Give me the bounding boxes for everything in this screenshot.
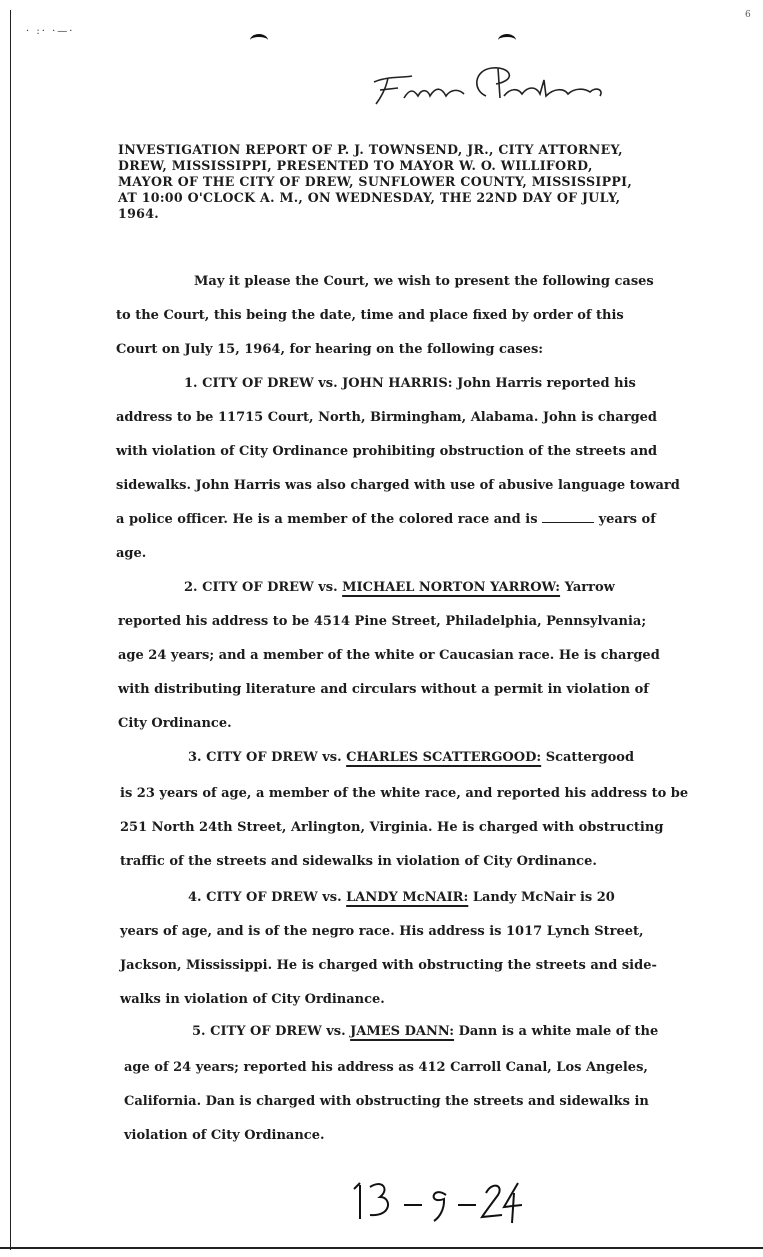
report-heading — [118, 142, 698, 222]
case-2-heading — [184, 580, 615, 595]
case-5-heading — [192, 1024, 658, 1039]
case-line: California. Dan is charged with obstructing the streets and sidewalks in — [124, 1094, 649, 1109]
case-line: with violation of City Ordinance prohibiting obstruction of the streets and — [116, 444, 658, 459]
heading-line: INVESTIGATION REPORT OF P. J. TOWNSEND, JR., CITY ATTORNEY, — [118, 142, 623, 157]
case-defendant: JAMES DANN: — [350, 1024, 455, 1039]
case-heading-text: John Harris reported his — [457, 376, 636, 391]
case-line: 251 North 24th Street, Arlington, Virginia. He is charged with obstructing — [120, 820, 664, 835]
case-line: sidewalks. John Harris was also charged with use of abusive language toward — [116, 478, 680, 493]
case-line: City Ordinance. — [118, 716, 232, 731]
case-4-heading — [188, 890, 615, 905]
page-number: 6 — [745, 10, 751, 20]
heading-line: MAYOR OF THE CITY OF DREW, SUNFLOWER COUNTY, MISSISSIPPI, — [118, 174, 633, 189]
case-heading-text: Yarrow — [564, 580, 615, 595]
case-prefix: 4. CITY OF DREW vs. — [188, 890, 342, 905]
heading-line: DREW, MISSISSIPPI, PRESENTED TO MAYOR W. O. WILLIFORD, — [118, 158, 593, 173]
heading-line: 1964. — [118, 206, 159, 221]
intro-line: Court on July 15, 1964, for hearing on the following cases: — [116, 342, 544, 357]
case-line: walks in violation of City Ordinance. — [120, 992, 385, 1007]
case-line: age 24 years; and a member of the white or Caucasian race. He is charged — [118, 648, 660, 663]
handwritten-file-number — [352, 1175, 522, 1225]
bottom-edge-rule — [0, 1247, 763, 1249]
case-defendant: CHARLES SCATTERGOOD: — [346, 750, 542, 765]
case-line: is 23 years of age, a member of the white race, and reported his address to be — [120, 786, 689, 801]
case-defendant: LANDY McNAIR: — [346, 890, 469, 905]
case-3-heading — [188, 750, 634, 765]
case-heading-text: Dann is a white male of the — [458, 1024, 659, 1039]
intro-line: May it please the Court, we wish to present the following cases — [194, 274, 654, 289]
case-defendant: JOHN HARRIS: — [342, 376, 453, 391]
case-defendant: MICHAEL NORTON YARROW: — [342, 580, 561, 595]
case-line: age of 24 years; reported his address as 412 Carroll Canal, Los Angeles, — [124, 1060, 648, 1075]
case-line: age. — [116, 546, 147, 561]
case-line: traffic of the streets and sidewalks in violation of City Ordinance. — [120, 854, 597, 869]
case-line: years of age, and is of the negro race. His address is 1017 Lynch Street, — [120, 924, 644, 939]
case-text: years of — [598, 512, 656, 527]
intro-line: to the Court, this being the date, time and place fixed by order of this — [116, 308, 624, 323]
handwritten-signature — [368, 60, 608, 110]
case-line: violation of City Ordinance. — [124, 1128, 325, 1143]
heading-line: AT 10:00 O'CLOCK A. M., ON WEDNESDAY, THE 22ND DAY OF JULY, — [118, 190, 621, 205]
case-prefix: 2. CITY OF DREW vs. — [184, 580, 338, 595]
corner-marks: · :· ·—· — [26, 26, 75, 37]
case-line: with distributing literature and circulars without a permit in violation of — [118, 682, 649, 697]
case-line: Jackson, Mississippi. He is charged with obstructing the streets and side- — [120, 958, 657, 973]
punch-hole-mark-right — [498, 34, 516, 47]
age-blank-line — [542, 512, 594, 523]
case-heading-text: Landy McNair is 20 — [472, 890, 615, 905]
punch-hole-mark-left — [250, 34, 268, 47]
case-1-heading — [184, 376, 636, 391]
case-prefix: 5. CITY OF DREW vs. — [192, 1024, 346, 1039]
case-prefix: 3. CITY OF DREW vs. — [188, 750, 342, 765]
left-margin-rule — [10, 10, 11, 1250]
case-heading-text: Scattergood — [545, 750, 635, 765]
case-text: a police officer. He is a member of the colored race and is — [116, 512, 538, 527]
case-prefix: 1. CITY OF DREW vs. — [184, 376, 338, 391]
case-line: address to be 11715 Court, North, Birmingham, Alabama. John is charged — [116, 410, 658, 425]
case-line-with-blank — [116, 512, 656, 527]
case-line: reported his address to be 4514 Pine Street, Philadelphia, Pennsylvania; — [118, 614, 647, 629]
